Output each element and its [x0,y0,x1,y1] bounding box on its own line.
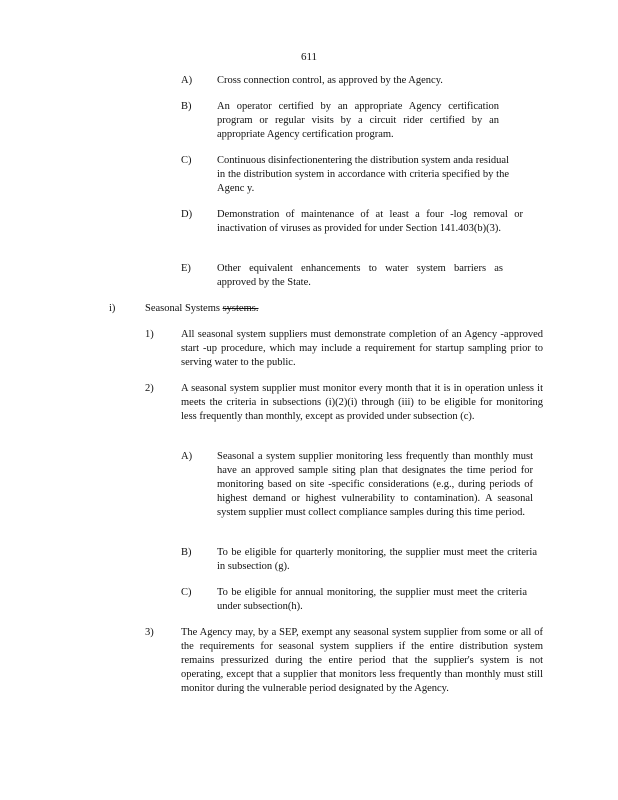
page-number: 611 [300,51,318,63]
item-label: 3) [145,627,154,638]
item-label: A) [181,451,193,462]
item-text: The Agency may, by a SEP, exempt any seasonal system supplier from some or all of the requirements for seasonal system suppliers if the entire distribution system remains pressurized during the entire period that the supplier's system is not operating, except that a supplier that monitors less frequently than monthly must still monitor during the vulnerable period designated by the Agency. [181,627,543,694]
item-label: E) [181,263,191,274]
section-title-text: Seasonal Systems [145,303,220,314]
item-text: Other equivalent enhancements to water system barriers as approved by the State. [217,263,503,288]
item-label: 1) [145,329,154,340]
item-label: 2) [145,383,154,394]
section-label: i) [109,303,116,314]
item-label: C) [181,587,192,598]
item-text: To be eligible for annual monitoring, the supplier must meet the criteria under subsection(h). [217,587,527,612]
item-text: Continuous disinfectionentering the distribution system anda residual in the distribution system in accordance with criteria specified by the Agenc y. [217,155,509,194]
item-label: B) [181,547,192,558]
item-label: D) [181,209,193,220]
item-label: A) [181,75,193,86]
item-text: All seasonal system suppliers must demonstrate completion of an Agency -approved start -up procedure, which may include a requirement for startup sampling prior to serving water to the public. [181,329,543,368]
item-label: B) [181,101,192,112]
struck-text: systems. [222,303,259,314]
item-text: A seasonal system supplier must monitor every month that it is in operation unless it meets the criteria in subsections (i)(2)(i) through (iii) to be eligible for monitoring less frequently than monthly, except as provided under subsection (c). [181,383,543,422]
item-label: C) [181,155,192,166]
item-text: Cross connection control, as approved by the Agency. [217,75,443,86]
item-text: To be eligible for quarterly monitoring, the supplier must meet the criteria in subsection (g). [217,547,537,572]
item-text: An operator certified by an appropriate Agency certification program or regular visits by a circuit rider certified by an appropriate Agency certification program. [217,101,499,140]
item-text: Demonstration of maintenance of at least a four -log removal or inactivation of viruses as provided for under Section 141.403(b)(3). [217,209,523,234]
item-text: Seasonal a system supplier monitoring less frequently than monthly must have an approved sample siting plan that designates the time period for monitoring based on site -specific considerations (e.g., during periods of highest demand or highest vulnerability to contamination). A seasonal system supplier must collect compliance samples during this time period. [217,451,533,518]
section-title [145,302,258,316]
